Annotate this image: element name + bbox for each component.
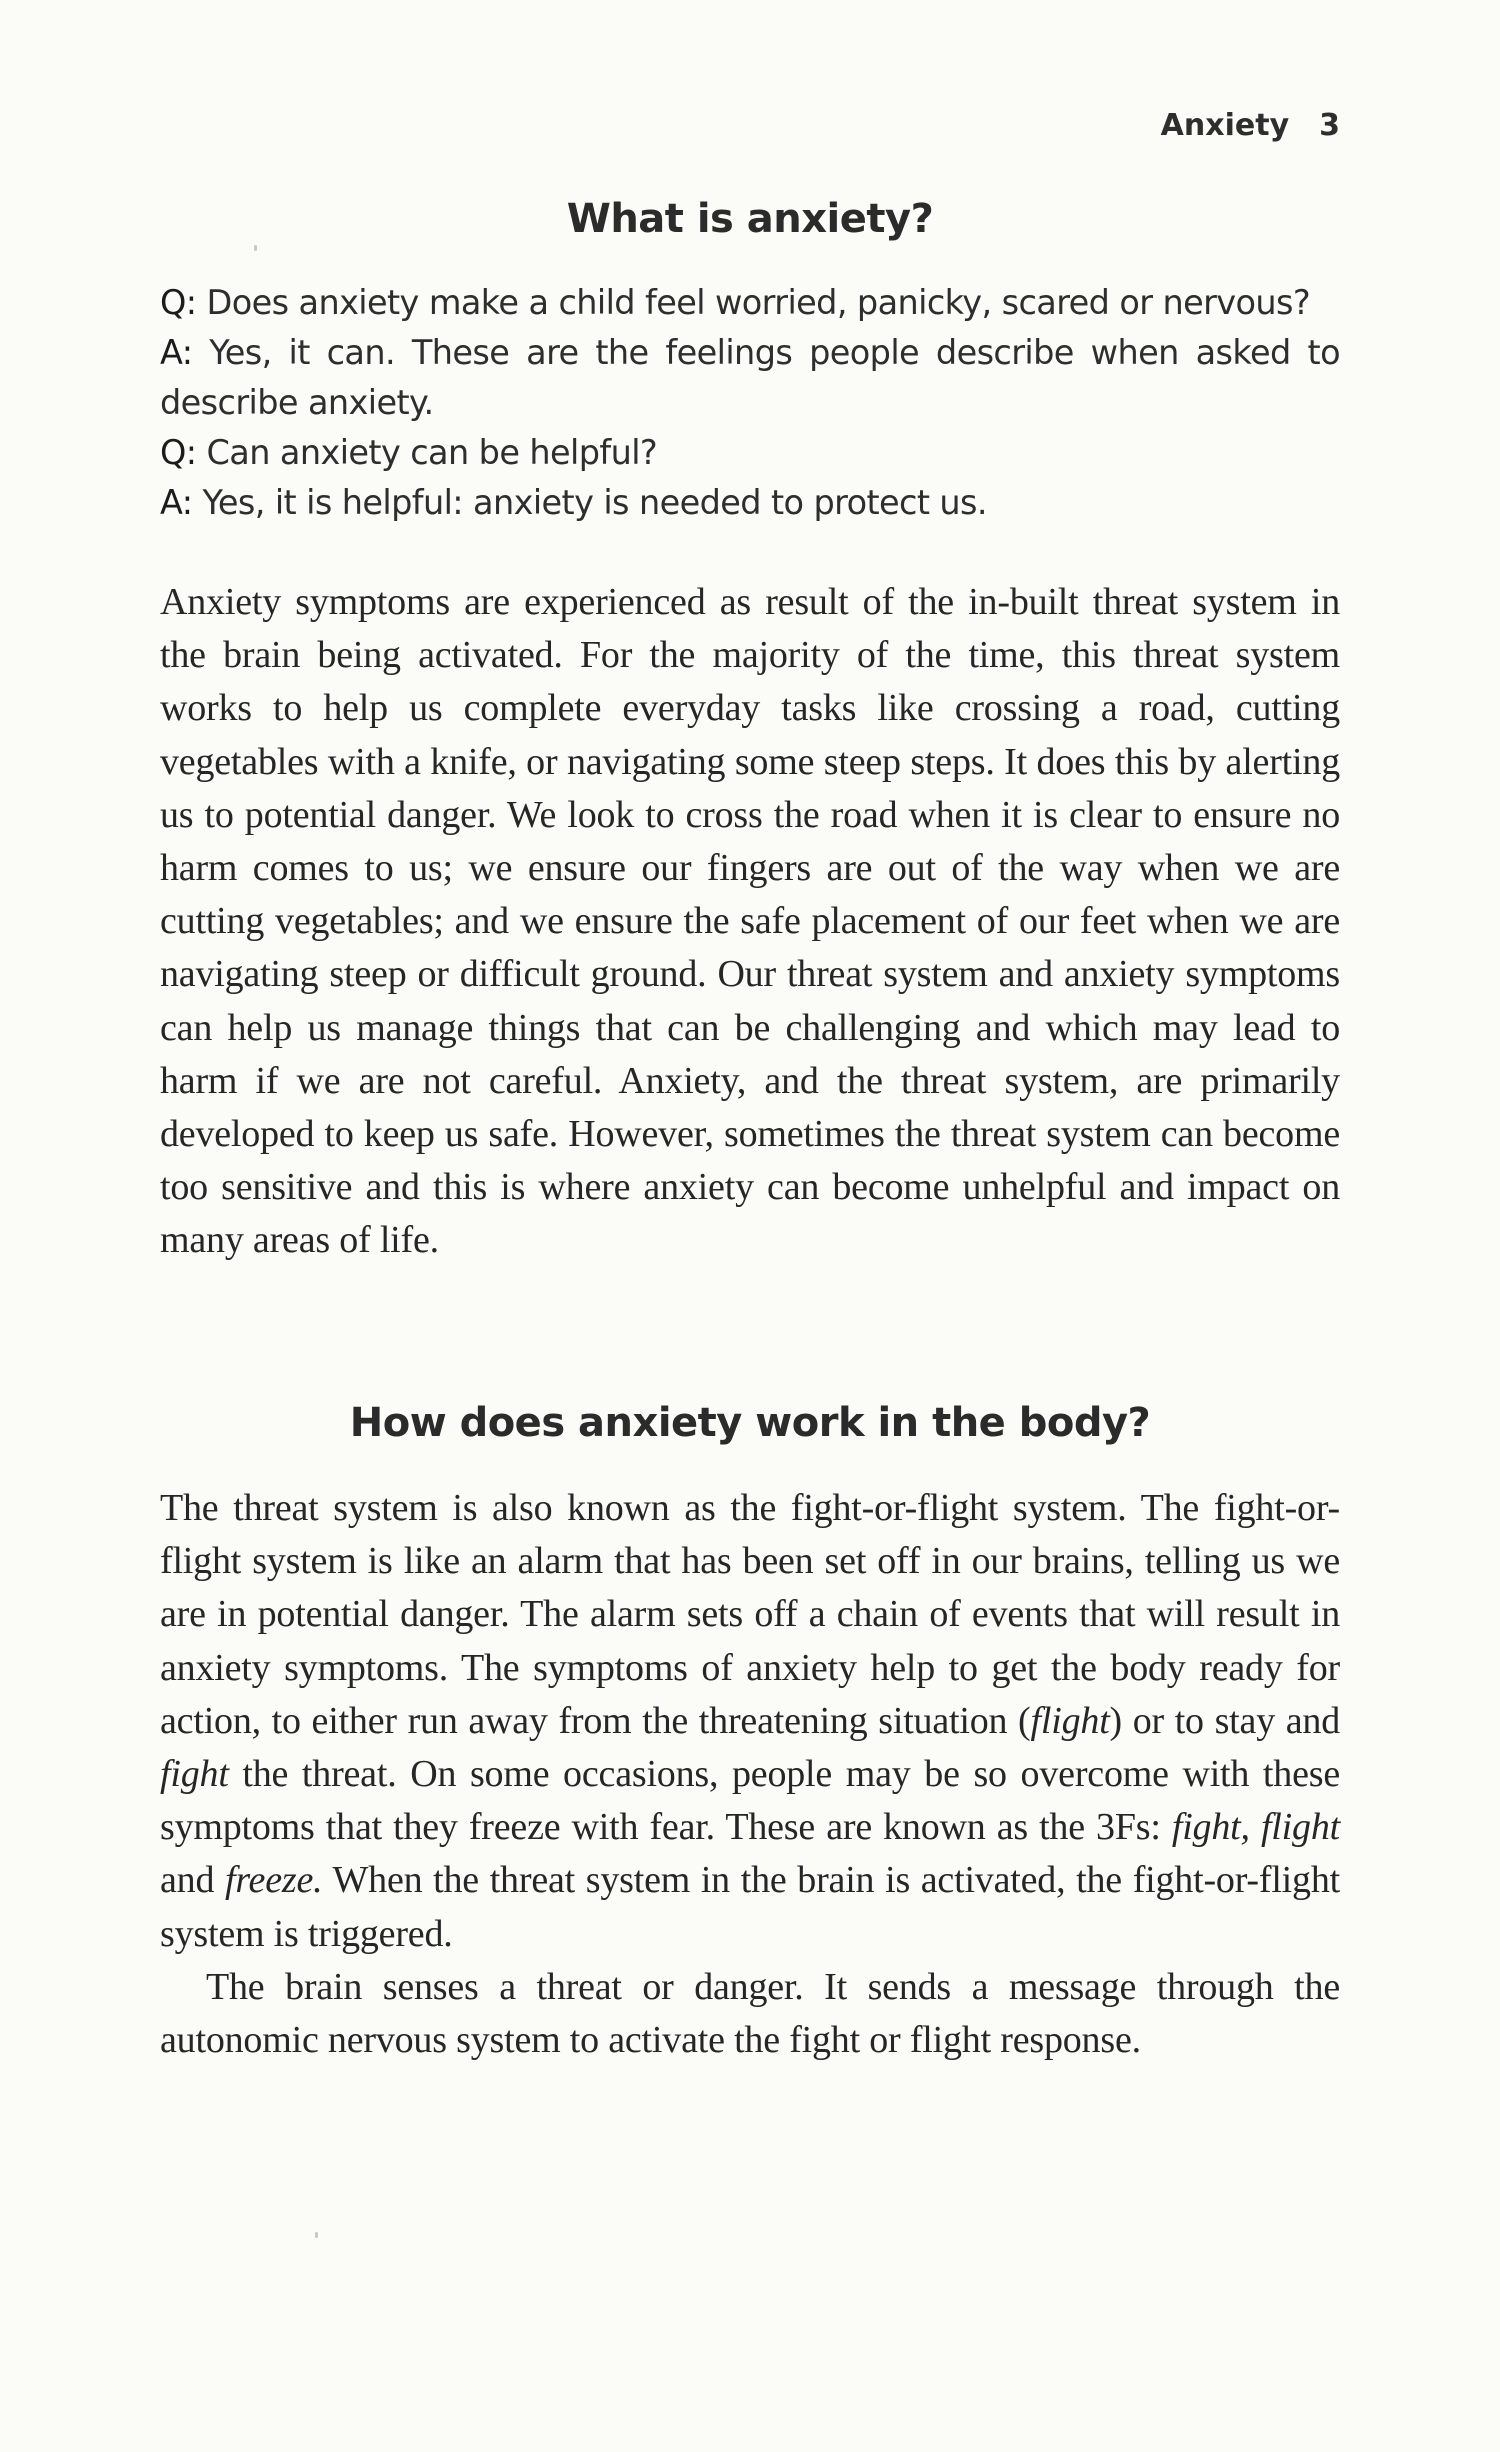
qa-label: Q: [160, 433, 197, 472]
running-head [1161, 108, 1340, 143]
qa-text: Yes, it can. These are the feelings people describe when asked to describe anxiety. [160, 333, 1340, 422]
emphasis-freeze: freeze. [225, 1859, 323, 1902]
qa-block [160, 278, 1340, 528]
qa-label: A: [160, 333, 193, 372]
section-heading-what-is-anxiety: What is anxiety? [566, 196, 934, 242]
emphasis-fight-flight: fight, flight [1171, 1806, 1340, 1849]
qa-item [160, 278, 1340, 328]
emphasis-flight: flight [1030, 1699, 1110, 1742]
qa-text: Can anxiety can be helpful? [196, 433, 658, 472]
qa-label: A: [160, 483, 193, 522]
section-heading-how-anxiety-works: How does anxiety work in the body? [349, 1400, 1151, 1446]
qa-item [160, 478, 1340, 528]
qa-text: Does anxiety make a child feel worried, panicky, scared or nervous? [196, 283, 1311, 322]
qa-text: Yes, it is helpful: anxiety is needed to protect us. [192, 483, 987, 522]
paragraph-text: Anxiety symptoms are experienced as result of the in-built threat system in the brain being activated. For the majority of the time, this threat system works to help us complete everyday tasks like crossing a road, cutting vegetables with a knife, or navigating some steep steps. It does this by alerting us to potential danger. We look to cross the road when it is clear to ensure no harm comes to us; we ensure our fingers are out of the way when we are cutting vegetables; and we ensure the safe placement of our feet when we are navigating steep or difficult ground. Our threat system and anxiety symptoms can help us manage things that can be challenging and which may lead to harm if we are not careful. Anxiety, and the threat system, are primarily developed to keep us safe. However, sometimes the threat system can become too sensitive and this is where anxiety can become unhelpful and impact on many areas of life. [160, 581, 1340, 1262]
text-run: When the threat system in the brain is activated, the fight-or-flight system is triggered. [160, 1859, 1340, 1955]
text-run: ) or to stay and [1109, 1699, 1340, 1742]
running-head-title: Anxiety [1160, 108, 1290, 143]
qa-item [160, 328, 1340, 428]
emphasis-fight: fight [160, 1753, 229, 1796]
body-section-fight-or-flight [160, 1482, 1340, 2067]
body-paragraph-brain-senses-threat: The brain senses a threat or danger. It sends a message through the autonomic nervous system to activate the fight or flight response. [160, 1965, 1340, 2062]
page-number: 3 [1319, 108, 1340, 143]
text-run: the threat. On some occasions, people may be so overcome with these symptoms that they freeze with fear. These are known as the 3Fs: [160, 1753, 1340, 1849]
scan-speck [254, 245, 257, 251]
qa-item [160, 428, 1340, 478]
qa-label: Q: [160, 283, 197, 322]
text-run: The threat system is also known as the fight-or-flight system. The fight-or-flight system is like an alarm that has been set off in our brains, telling us we are in potential danger. The alarm sets off a chain of events that will result in anxiety symptoms. The symptoms of anxiety help to get the body ready for action, to either run away from the threatening situation ( [160, 1487, 1340, 1742]
text-run: and [160, 1859, 225, 1902]
scan-speck [315, 2232, 318, 2238]
body-paragraph-threat-system [160, 576, 1340, 1268]
body-paragraph-fight-or-flight [160, 1482, 1340, 1961]
